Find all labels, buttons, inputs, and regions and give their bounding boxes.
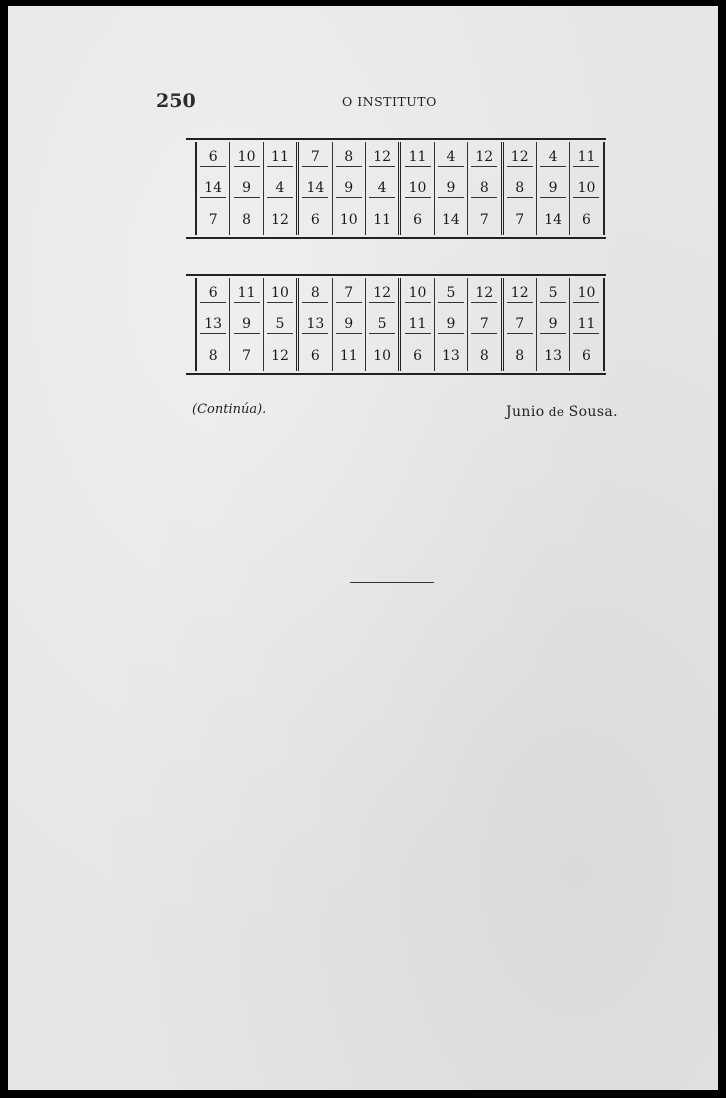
table-cell [263, 340, 297, 371]
table-cell [536, 142, 569, 173]
cell-value: 13 [442, 347, 460, 364]
section-divider-rule [350, 582, 434, 583]
table-cell [263, 204, 297, 235]
cell-value: 8 [515, 347, 525, 364]
cell-value: 7 [336, 285, 362, 303]
cell-value: 7 [242, 347, 252, 364]
table-row [196, 173, 604, 204]
author-last-name: Sousa. [568, 404, 619, 420]
table-cell [263, 142, 297, 173]
table-cell [196, 278, 230, 309]
table-cell [400, 173, 434, 204]
table-cell [468, 142, 502, 173]
table-cell [230, 173, 263, 204]
cell-value: 7 [208, 211, 218, 228]
table-cell [196, 173, 230, 204]
table-cell [570, 204, 604, 235]
cell-value: 12 [507, 285, 533, 303]
cell-value: 6 [413, 347, 422, 364]
table-cell [230, 204, 263, 235]
cell-value: 9 [438, 316, 464, 334]
number-grid [195, 278, 605, 371]
cell-value: 6 [310, 347, 320, 364]
cell-value: 8 [302, 285, 328, 303]
number-table-1 [186, 138, 606, 239]
table-cell [570, 309, 604, 340]
table-cell [230, 340, 263, 371]
cell-value: 5 [540, 285, 566, 303]
table-cell [502, 340, 536, 371]
table-cell [365, 204, 399, 235]
cell-value: 12 [369, 285, 395, 303]
cell-value: 10 [573, 285, 599, 303]
table-cell [400, 309, 434, 340]
table-cell [365, 340, 399, 371]
table-cell [332, 278, 365, 309]
table-cell [570, 340, 604, 371]
table-cell [332, 309, 365, 340]
table-cell [570, 278, 604, 309]
cell-value: 12 [471, 285, 497, 303]
cell-value: 6 [413, 211, 422, 228]
cell-value: 4 [438, 149, 464, 167]
cell-value: 11 [234, 285, 260, 303]
cell-value: 11 [405, 316, 431, 334]
cell-value: 13 [302, 316, 328, 334]
cell-value: 10 [234, 149, 260, 167]
table-cell [263, 309, 297, 340]
cell-value: 5 [438, 285, 464, 303]
table-cell [298, 340, 332, 371]
table-cell [502, 204, 536, 235]
table-cell [502, 173, 536, 204]
cell-value: 10 [267, 285, 293, 303]
author-particle: de [548, 405, 565, 419]
table-cell [536, 309, 569, 340]
cell-value: 11 [573, 316, 599, 334]
table-cell [536, 340, 569, 371]
table-cell [365, 173, 399, 204]
continua-note: (Continúa). [192, 402, 267, 417]
table-cell [298, 142, 332, 173]
page-number: 250 [156, 90, 196, 112]
table-cell [365, 278, 399, 309]
table-cell [434, 340, 467, 371]
cell-value: 9 [336, 180, 362, 198]
table-cell [468, 309, 502, 340]
table-cell [400, 340, 434, 371]
cell-value: 10 [573, 180, 599, 198]
cell-value: 6 [310, 211, 320, 228]
table-cell [196, 204, 230, 235]
cell-value: 11 [267, 149, 293, 167]
table-cell [536, 278, 569, 309]
table-cell [263, 278, 297, 309]
cell-value: 9 [336, 316, 362, 334]
cell-value: 11 [405, 149, 431, 167]
cell-value: 8 [242, 211, 252, 228]
table-cell [434, 278, 467, 309]
table-cell [536, 173, 569, 204]
cell-value: 8 [479, 347, 489, 364]
cell-value: 12 [271, 211, 289, 228]
cell-value: 4 [369, 180, 395, 198]
cell-value: 8 [507, 180, 533, 198]
cell-value: 11 [373, 211, 392, 228]
cell-value: 7 [471, 316, 497, 334]
running-title: O INSTITUTO [342, 94, 437, 109]
number-table-2 [186, 274, 606, 375]
table-cell [196, 309, 230, 340]
cell-value: 7 [479, 211, 489, 228]
table-cell [468, 204, 502, 235]
cell-value: 5 [267, 316, 293, 334]
table-cell [502, 142, 536, 173]
table-row [196, 142, 604, 173]
table-cell [230, 309, 263, 340]
cell-value: 10 [405, 180, 431, 198]
table-cell [298, 278, 332, 309]
table-cell [298, 204, 332, 235]
table-cell [502, 278, 536, 309]
table-cell [502, 309, 536, 340]
cell-value: 6 [582, 347, 591, 364]
table-cell [263, 173, 297, 204]
cell-value: 12 [271, 347, 289, 364]
author-signature [506, 404, 618, 420]
cell-value: 14 [302, 180, 328, 198]
table-cell [196, 142, 230, 173]
cell-value: 14 [442, 211, 460, 228]
table-cell [298, 173, 332, 204]
table-cell [570, 142, 604, 173]
cell-value: 7 [515, 211, 525, 228]
table-row [196, 340, 604, 371]
table-cell [570, 173, 604, 204]
cell-value: 6 [582, 211, 591, 228]
cell-value: 9 [234, 180, 260, 198]
table-cell [230, 142, 263, 173]
cell-value: 7 [302, 149, 328, 167]
table-cell [434, 309, 467, 340]
table-cell [298, 309, 332, 340]
table-cell [365, 142, 399, 173]
table-cell [434, 173, 467, 204]
cell-value: 14 [544, 211, 563, 228]
table-cell [468, 340, 502, 371]
cell-value: 12 [471, 149, 497, 167]
table-cell [332, 173, 365, 204]
author-first-name: Junio [506, 404, 545, 420]
cell-value: 4 [267, 180, 293, 198]
book-page [8, 6, 718, 1090]
cell-value: 8 [336, 149, 362, 167]
cell-value: 12 [369, 149, 395, 167]
table-cell [400, 204, 434, 235]
cell-value: 8 [471, 180, 497, 198]
table-cell [434, 204, 467, 235]
table-cell [332, 142, 365, 173]
cell-value: 9 [438, 180, 464, 198]
table-cell [400, 142, 434, 173]
cell-value: 13 [200, 316, 226, 334]
cell-value: 6 [200, 149, 226, 167]
table-cell [230, 278, 263, 309]
cell-value: 10 [373, 347, 392, 364]
table-cell [468, 278, 502, 309]
cell-value: 5 [369, 316, 395, 334]
cell-value: 9 [540, 316, 566, 334]
number-grid [195, 142, 605, 235]
table-row [196, 204, 604, 235]
table-cell [332, 204, 365, 235]
cell-value: 10 [405, 285, 431, 303]
table-cell [400, 278, 434, 309]
table-cell [365, 309, 399, 340]
cell-value: 9 [540, 180, 566, 198]
cell-value: 13 [544, 347, 563, 364]
table-cell [468, 173, 502, 204]
cell-value: 10 [339, 211, 358, 228]
table-cell [536, 204, 569, 235]
cell-value: 11 [339, 347, 358, 364]
cell-value: 9 [234, 316, 260, 334]
cell-value: 7 [507, 316, 533, 334]
cell-value: 11 [573, 149, 599, 167]
table-cell [196, 340, 230, 371]
cell-value: 4 [540, 149, 566, 167]
table-cell [332, 340, 365, 371]
cell-value: 8 [208, 347, 218, 364]
table-row [196, 309, 604, 340]
cell-value: 12 [507, 149, 533, 167]
table-cell [434, 142, 467, 173]
cell-value: 6 [200, 285, 226, 303]
table-row [196, 278, 604, 309]
cell-value: 14 [200, 180, 226, 198]
